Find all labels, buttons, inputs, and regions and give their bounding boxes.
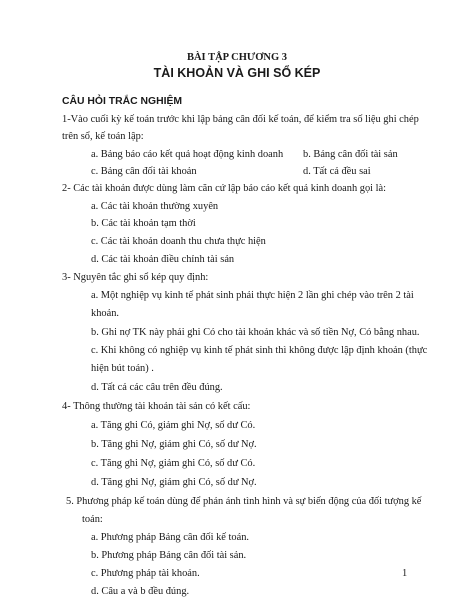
question-2-stem: 2- Các tài khoản được dùng làm căn cứ lập báo cáo kết quả kinh doanh gọi là: xyxy=(62,183,387,194)
question-4-option-b: b. Tăng ghi Nợ, giảm ghi Có, số dư Nợ. xyxy=(91,439,257,450)
page-number: 1 xyxy=(402,568,408,579)
chapter-heading: BÀI TẬP CHƯƠNG 3 xyxy=(186,52,288,63)
question-5-option-b: b. Phương pháp Bảng cân đối tài sản. xyxy=(91,550,247,561)
question-3-stem: 3- Nguyên tắc ghi sổ kép quy định: xyxy=(62,272,209,283)
question-5-stem: 5. Phương pháp kế toán dùng để phản ánh tình hình và sự biến động của đối tượng kế xyxy=(66,496,422,507)
document-title: TÀI KHOẢN VÀ GHI SỔ KÉP xyxy=(153,66,321,80)
question-2-option-b: b. Các tài khoản tạm thời xyxy=(91,218,196,229)
question-4-stem: 4- Thông thường tài khoản tài sản có kết cấu: xyxy=(62,401,251,412)
question-5-option-a: a. Phương pháp Bảng cân đối kế toán. xyxy=(91,532,250,543)
question-3-option-c-cont: hiện bút toán) . xyxy=(91,363,154,374)
question-1-option-d: d. Tất cả đều sai xyxy=(303,166,371,177)
question-4-option-d: d. Tăng ghi Nợ, giảm ghi Có, số dư Nợ. xyxy=(91,477,257,488)
question-1-option-a: a. Bảng báo cáo kết quả hoạt động kinh doanh xyxy=(91,149,284,160)
question-1-stem: 1-Vào cuối kỳ kế toán trước khi lập bảng cân đối kế toán, để kiểm tra số liệu ghi chép xyxy=(62,114,419,125)
question-4-option-a: a. Tăng ghi Có, giảm ghi Nợ, số dư Có. xyxy=(91,420,256,431)
question-2-option-d: d. Các tài khoản điều chỉnh tài sản xyxy=(91,254,235,265)
question-3-option-b: b. Ghi nợ TK này phải ghi Có cho tài khoản khác và số tiền Nợ, Có bằng nhau. xyxy=(91,327,420,338)
question-2-option-c: c. Các tài khoản doanh thu chưa thực hiện xyxy=(91,236,266,247)
question-3-option-a: a. Một nghiệp vụ kinh tế phát sinh phải thực hiện 2 lần ghi chép vào trên 2 tài xyxy=(91,290,414,301)
question-2-option-a: a. Các tài khoản thường xuyên xyxy=(91,201,219,212)
section-heading: CÂU HỎI TRẮC NGHIỆM xyxy=(62,96,183,107)
question-1-stem-cont: trên sổ, kế toán lập: xyxy=(62,131,144,142)
question-1-option-c: c. Bảng cân đối tài khoản xyxy=(91,166,197,177)
question-3-option-a-cont: khoản. xyxy=(91,308,119,319)
question-4-option-c: c. Tăng ghi Nợ, giảm ghi Có, số dư Có. xyxy=(91,458,256,469)
question-5-stem-cont: toán: xyxy=(82,514,103,525)
question-3-option-c: c. Khi không có nghiệp vụ kinh tế phát sinh thì không được lập định khoản (thực xyxy=(91,345,428,356)
question-3-option-d: d. Tất cả các câu trên đều đúng. xyxy=(91,382,223,393)
question-5-option-c: c. Phương pháp tài khoản. xyxy=(91,568,200,579)
question-1-option-b: b. Bảng cân đối tài sản xyxy=(303,149,398,160)
question-5-option-d: d. Câu a và b đều đúng. xyxy=(91,586,190,597)
